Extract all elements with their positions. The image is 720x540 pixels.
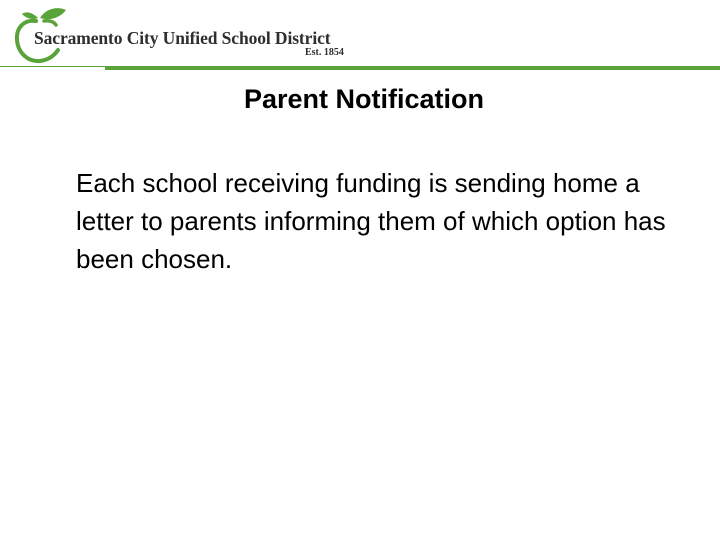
slide-body-text: Each school receiving funding is sending home a letter to parents informing them of which option has been chosen. xyxy=(76,168,666,274)
established-year: Est. 1854 xyxy=(305,47,344,58)
district-name: Sacramento City Unified School District xyxy=(34,28,331,48)
district-logo xyxy=(10,4,370,66)
header-divider-thin xyxy=(0,66,105,67)
slide-header xyxy=(0,0,720,75)
header-divider xyxy=(105,66,720,70)
slide-title: Parent Notification xyxy=(243,84,485,114)
